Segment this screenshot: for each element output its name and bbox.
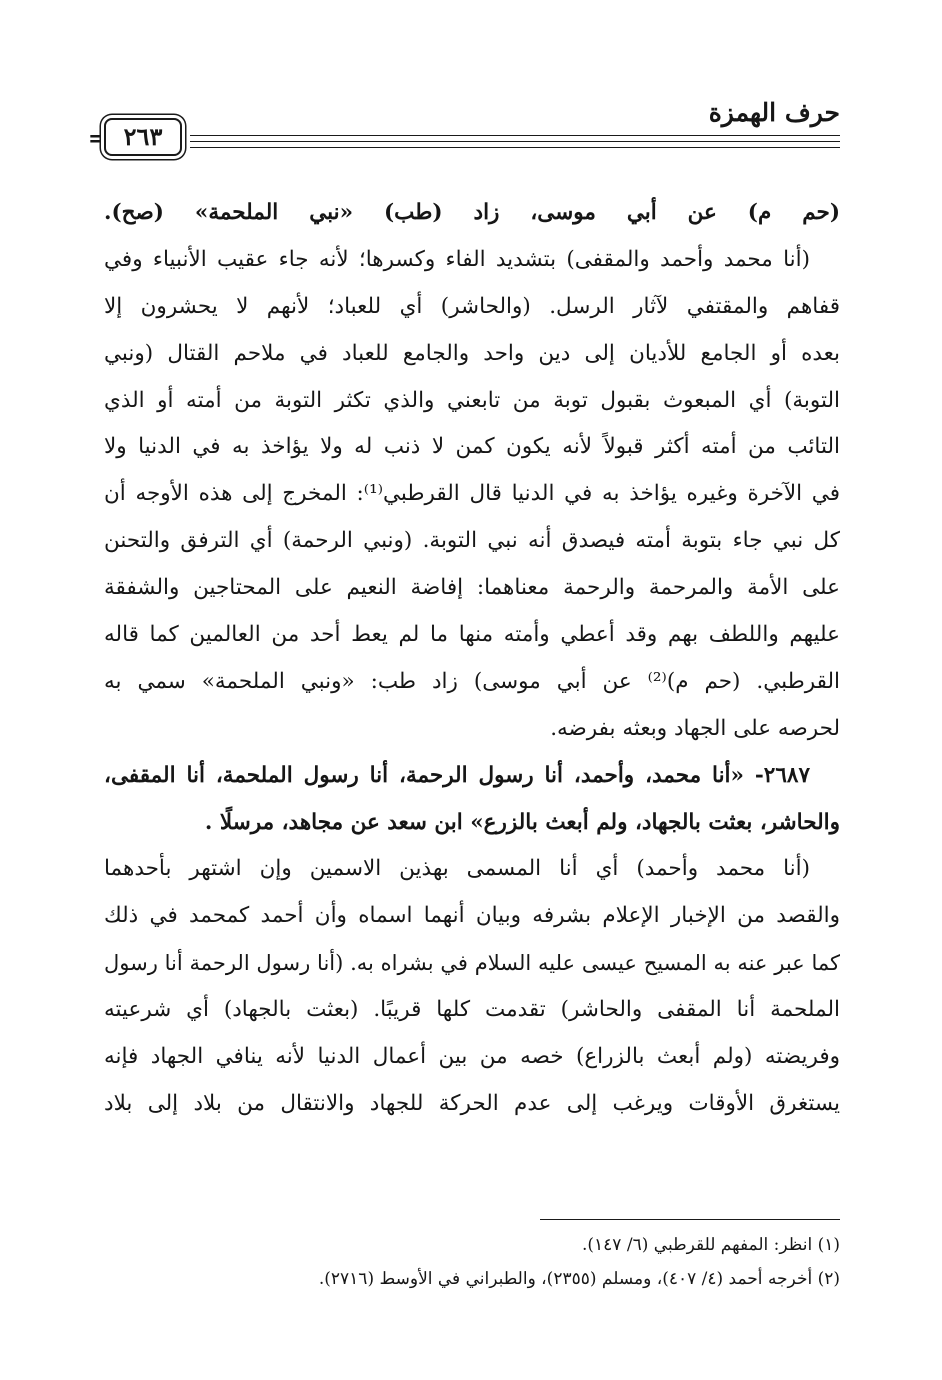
text-line: بعده أو الجامع للأديان إلى دين واحد والجامع للعباد في ملاحم القتال (ونبي [104, 340, 840, 366]
text-line: (أنا محمد وأحمد والمقفى) بتشديد الفاء وكسرها؛ لأنه جاء عقيب الأنبياء وفي [104, 246, 810, 272]
footnote-separator [540, 1219, 840, 1220]
text-line: كل نبي جاء بتوبة أمته فيصدق أنه نبي التوبة. (ونبي الرحمة) أي الترفق والتحنن [104, 528, 840, 554]
text-line: التوبة) أي المبعوث بقبول توبة من تابعني والذي تكثر التوبة من أمته أو الذي [104, 387, 840, 413]
hadith-line: والحاشر، بعثت بالجهاد، ولم أبعث بالزرع» ابن سعد عن مجاهد، مرسلًا . [204, 809, 840, 835]
header-rule-bottom [190, 147, 840, 148]
text-line: لحرصه على الجهاد وبعثه بفرضه. [550, 715, 840, 741]
text-line: (حم م) عن أبي موسى، زاد (طب) «نبي الملحمة» (صح). [104, 200, 840, 225]
text-line: قفاهم والمقتفي لآثار الرسل. (والحاشر) أي للعباد؛ لأنهم لا يحشرون إلا [104, 293, 840, 319]
footnote: (١) انظر: المفهم للقرطبي (٦/ ١٤٧). [582, 1235, 840, 1255]
text-line: الملحمة أنا المقفى والحاشر) تقدمت كلها قريبًا. (بعثت بالجهاد) أي شرعيته [104, 997, 840, 1023]
text-line: (أنا محمد وأحمد) أي أنا المسمى بهذين الاسمين وإن اشتهر بأحدهما [104, 856, 810, 882]
text-line: والقصد من الإخبار الإعلام بشرفه وبيان أنهما اسماه وأن أحمد كمحمد في ذلك [104, 903, 840, 929]
body-text [104, 190, 840, 1128]
text-line: على الأمة والمرحمة والرحمة معناهما: إفاضة النعيم على المحتاجين والشفقة [104, 575, 840, 601]
text-line: يستغرق الأوقات ويرغب إلى عدم الحركة للجهاد والانتقال من بلاد إلى بلاد [104, 1090, 840, 1116]
footnote: (٢) أخرجه أحمد (٤/ ٤٠٧)، ومسلم (٢٣٥٥)، والطبراني في الأوسط (٢٧١٦). [318, 1269, 840, 1289]
text-line: عليهم واللطف بهم وقد أعطي وأمته منها ما لم يعط أحد من العالمين كما قاله [104, 622, 840, 648]
text-line: القرطبي. (حم م)⁽²⁾ عن أبي موسى) زاد طب: «ونبي الملحمة» سمي به [104, 668, 840, 694]
header-rule-top [190, 135, 840, 136]
page-number: ٢٦٣ [104, 118, 182, 156]
running-title: حرف الهمزة [708, 98, 840, 127]
text-line: في الآخرة وغيره يؤاخذ به في الدنيا قال القرطبي⁽¹⁾: المخرج إلى هذه الأوجه أن [104, 481, 840, 507]
text-line: وفريضته (ولم أبعث بالزراع) خصه من بين أعمال الدنيا لأنه ينافي الجهاد فإنه [104, 1044, 840, 1070]
text-line: التائب من أمته أكثر قبولاً لأنه يكون كمن لا ذنب له ولا يؤاخذ به في الدنيا ولا [104, 434, 840, 460]
text-line: كما عبر عنه به المسيح عيسى عليه السلام في بشراه به. (أنا رسول الرحمة أنا رسول [104, 951, 840, 976]
footnotes [104, 1228, 840, 1296]
hadith-line: ٢٦٨٧- «أنا محمد، وأحمد، أنا رسول الرحمة، أنا رسول الملحمة، أنا المقفى، [104, 762, 810, 788]
header-rule-middle [190, 141, 840, 142]
header-ornament: = [88, 126, 107, 152]
